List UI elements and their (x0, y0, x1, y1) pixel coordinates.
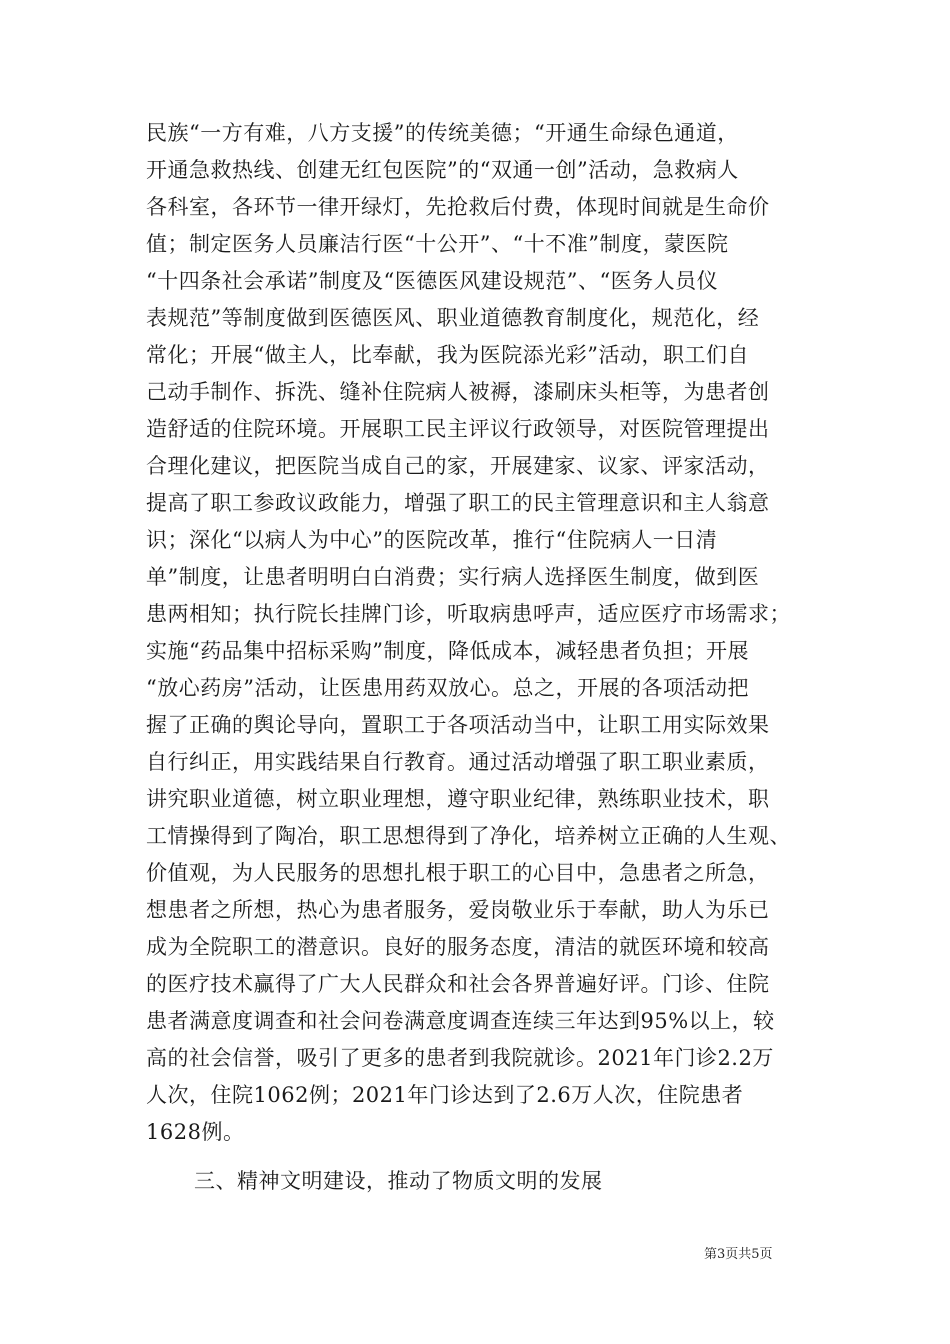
paragraph-line-27: 人次，住院1062例；2021年门诊达到了2.6万人次，住院患者 (146, 1083, 744, 1107)
paragraph-line-25: 患者满意度调查和社会问卷满意度调查连续三年达到95%以上，较 (146, 1009, 775, 1033)
paragraph-line-20: 工情操得到了陶冶，职工思想得到了净化，培养树立正确的人生观、 (146, 824, 791, 848)
paragraph-line-4: 值；制定医务人员廉洁行医“十公开”、“十不准”制度，蒙医院 (146, 232, 729, 256)
paragraph-line-21: 价值观，为人民服务的思想扎根于职工的心目中，急患者之所急， (146, 861, 770, 885)
paragraph-line-10: 合理化建议，把医院当成自己的家，开展建家、议家、评家活动， (146, 454, 770, 478)
paragraph-line-14: 患两相知；执行院长挂牌门诊，听取病患呼声，适应医疗市场需求； (146, 602, 791, 626)
paragraph-line-2: 开通急救热线、创建无红包医院”的“双通一创”活动，急救病人 (146, 158, 739, 182)
paragraph-line-12: 识；深化“以病人为中心”的医院改革，推行“住院病人一日清 (146, 528, 718, 552)
paragraph-line-26: 高的社会信誉，吸引了更多的患者到我院就诊。2021年门诊2.2万 (146, 1046, 774, 1070)
paragraph-line-3: 各科室，各环节一律开绿灯，先抢救后付费，体现时间就是生命价 (146, 195, 770, 219)
paragraph-line-7: 常化；开展“做主人，比奉献，我为医院添光彩”活动，职工们自 (146, 343, 749, 367)
paragraph-line-28: 1628例。 (146, 1120, 245, 1144)
paragraph-line-1: 民族“一方有难，八方支援”的传统美德；“开通生命绿色通道， (146, 121, 739, 145)
paragraph-line-19: 讲究职业道德，树立职业理想，遵守职业纪律，熟练职业技术，职 (146, 787, 770, 811)
paragraph-line-24: 的医疗技术赢得了广大人民群众和社会各界普遍好评。门诊、住院 (146, 972, 770, 996)
paragraph-line-8: 己动手制作、拆洗、缝补住院病人被褥，漆刷床头柜等，为患者创 (146, 380, 770, 404)
paragraph-line-23: 成为全院职工的潜意识。良好的服务态度，清洁的就医环境和较高 (146, 935, 770, 959)
paragraph-line-17: 握了正确的舆论导向，置职工于各项活动当中，让职工用实际效果 (146, 713, 770, 737)
paragraph-line-9: 造舒适的住院环境。开展职工民主评议行政领导，对医院管理提出 (146, 417, 770, 441)
paragraph-line-15: 实施“药品集中招标采购”制度，降低成本，减轻患者负担；开展 (146, 639, 749, 663)
section-heading: 三、精神文明建设，推动了物质文明的发展 (194, 1169, 603, 1193)
paragraph-line-11: 提高了职工参政议政能力，增强了职工的民主管理意识和主人翁意 (146, 491, 770, 515)
page-footer: 第3页共5页 (704, 1247, 773, 1262)
paragraph-line-6: 表规范”等制度做到医德医风、职业道德教育制度化，规范化，经 (146, 306, 760, 330)
paragraph-line-22: 想患者之所想，热心为患者服务，爱岗敬业乐于奉献，助人为乐已 (146, 898, 770, 922)
paragraph-line-18: 自行纠正，用实践结果自行教育。通过活动增强了职工职业素质， (146, 750, 770, 774)
paragraph-line-13: 单”制度，让患者明明白白消费；实行病人选择医生制度，做到医 (146, 565, 760, 589)
paragraph-line-16: “放心药房”活动，让医患用药双放心。总之，开展的各项活动把 (146, 676, 749, 700)
paragraph-line-5: “十四条社会承诺”制度及“医德医风建设规范”、“医务人员仪 (146, 269, 719, 293)
